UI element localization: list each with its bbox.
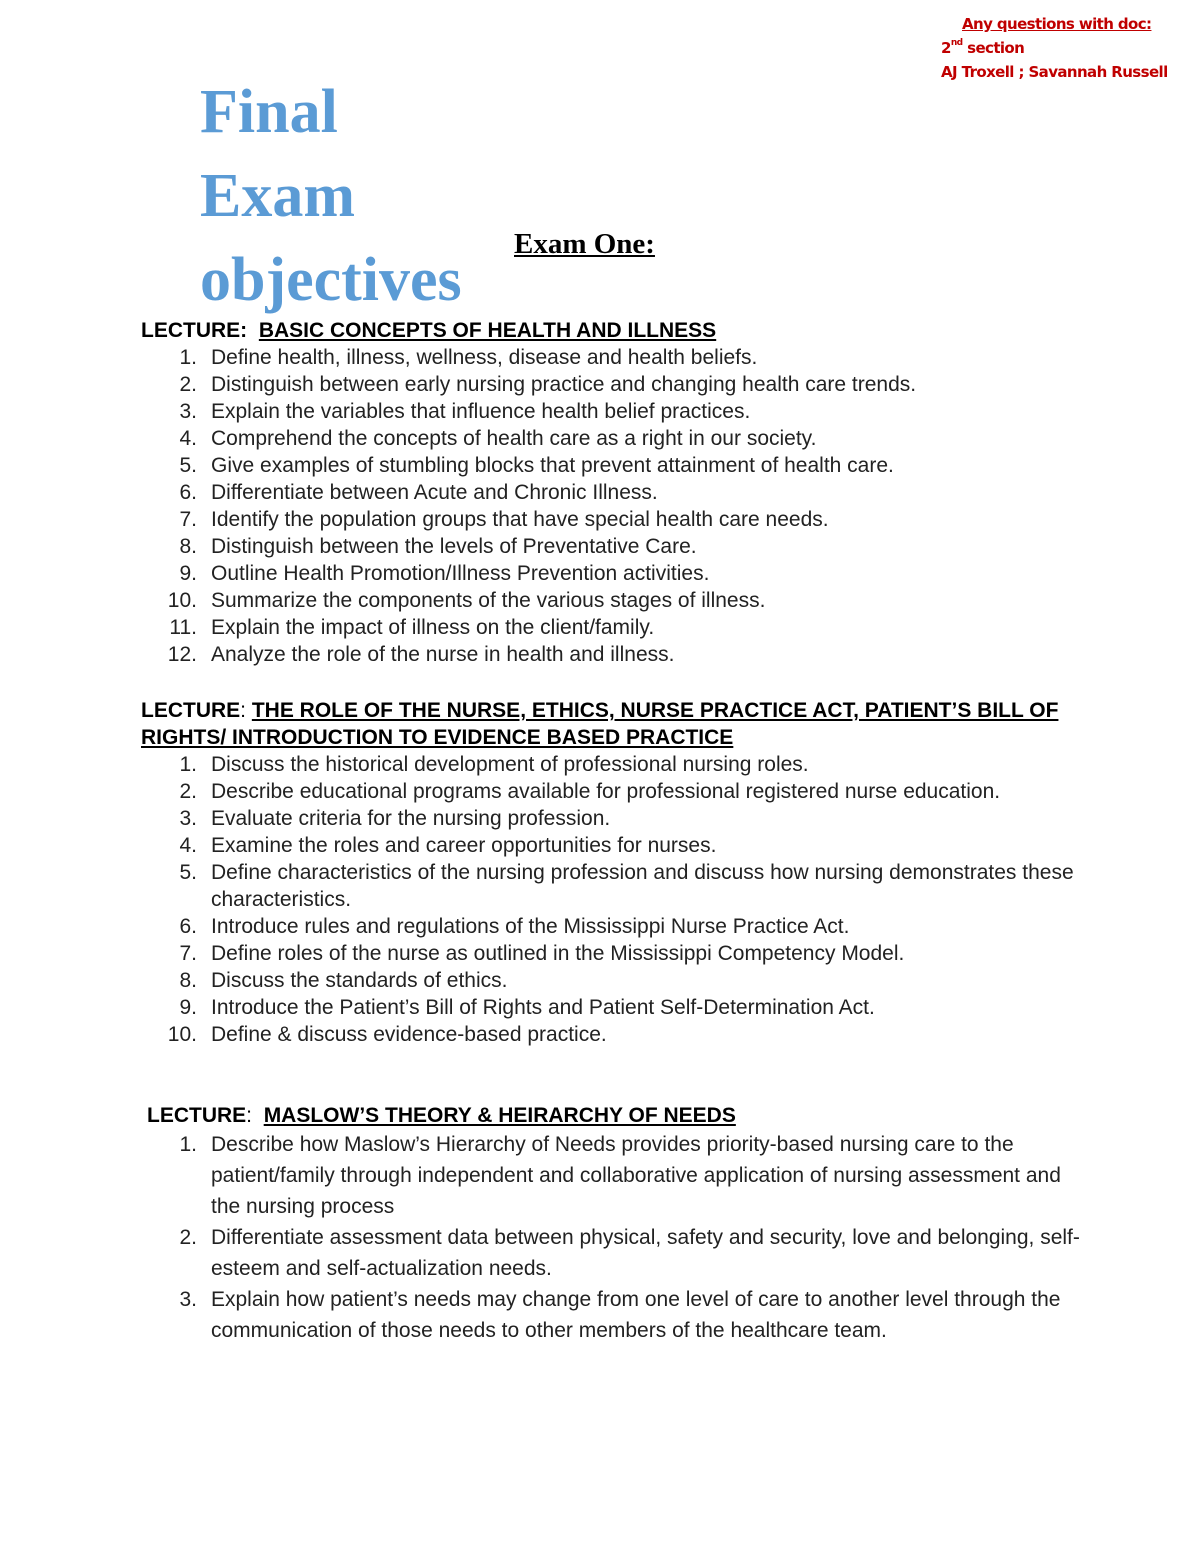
objective-item	[141, 1129, 1087, 1222]
objective-text: Comprehend the concepts of health care as a right in our society.	[211, 427, 817, 450]
objective-text: Describe how Maslow’s Hierarchy of Needs provides priority-based nursing care to the patient/family through independent and collaborative application of nursing assessment and the nursing process	[211, 1133, 1061, 1218]
page-title: Final Exam objectives	[200, 78, 462, 314]
section-ordinal: nd	[950, 38, 963, 48]
objective-item	[141, 641, 1081, 668]
objective-number: 5.	[179, 454, 197, 477]
lecture-heading	[147, 1102, 1087, 1129]
objective-item	[141, 614, 1081, 641]
objective-item	[141, 913, 1081, 940]
objective-number: 10.	[167, 589, 197, 612]
objective-item	[141, 371, 1081, 398]
objective-text: Differentiate assessment data between physical, safety and security, love and belonging, self-esteem and self-actualization needs.	[211, 1226, 1080, 1280]
objective-number: 9.	[179, 562, 197, 585]
objective-text: Give examples of stumbling blocks that prevent attainment of health care.	[211, 454, 894, 477]
objective-item	[141, 859, 1081, 913]
objective-number: 2.	[179, 780, 197, 803]
objective-number: 3.	[179, 807, 197, 830]
contact-note-heading: Any questions with doc:	[962, 15, 1152, 33]
lecture-section-2	[141, 697, 1081, 1048]
objective-item	[141, 940, 1081, 967]
objective-item	[141, 533, 1081, 560]
objective-number: 7.	[179, 508, 197, 531]
lecture-heading	[141, 317, 1081, 344]
objective-item	[141, 398, 1081, 425]
objective-item	[141, 587, 1081, 614]
exam-heading: Exam One:	[514, 228, 655, 260]
contact-note-names: AJ Troxell ; Savannah Russell	[941, 63, 1168, 81]
lecture-heading	[141, 697, 1081, 751]
lecture-section-1	[141, 317, 1081, 668]
objective-text: Outline Health Promotion/Illness Prevention activities.	[211, 562, 710, 585]
objective-item	[141, 1222, 1087, 1284]
objective-item	[141, 560, 1081, 587]
objective-text: Differentiate between Acute and Chronic Illness.	[211, 481, 658, 504]
lecture-label: LECTURE	[147, 1104, 247, 1127]
objectives-list	[141, 751, 1081, 1048]
objectives-list	[141, 1129, 1087, 1346]
objective-item	[141, 479, 1081, 506]
objective-number: 12.	[167, 643, 197, 666]
section-number: 2	[941, 39, 951, 57]
contact-note-section	[941, 36, 1024, 60]
objective-item	[141, 1284, 1087, 1346]
objective-number: 10.	[167, 1023, 197, 1046]
objective-number: 3.	[179, 1288, 197, 1311]
objective-item	[141, 452, 1081, 479]
objective-number: 4.	[179, 427, 197, 450]
objective-text: Examine the roles and career opportunities for nurses.	[211, 834, 717, 857]
lecture-separator	[247, 319, 259, 342]
objective-number: 8.	[179, 969, 197, 992]
objective-text: Summarize the components of the various stages of illness.	[211, 589, 766, 612]
objective-number: 6.	[179, 481, 197, 504]
objective-text: Explain the variables that influence health belief practices.	[211, 400, 751, 423]
objective-number: 3.	[179, 400, 197, 423]
objective-number: 1.	[179, 753, 197, 776]
objective-text: Distinguish between early nursing practice and changing health care trends.	[211, 373, 917, 396]
objective-text: Introduce rules and regulations of the Mississippi Nurse Practice Act.	[211, 915, 850, 938]
lecture-section-3	[147, 1102, 1087, 1346]
objective-item	[141, 805, 1081, 832]
objective-text: Define health, illness, wellness, disease and health beliefs.	[211, 346, 758, 369]
objective-item	[141, 344, 1081, 371]
objective-text: Describe educational programs available for professional registered nurse education.	[211, 780, 1001, 803]
lecture-topic: MASLOW’S THEORY & HEIRARCHY OF NEEDS	[263, 1104, 736, 1127]
objective-text: Explain how patient’s needs may change from one level of care to another level through the communication of those needs to other members of the healthcare team.	[211, 1288, 1061, 1342]
objectives-list	[141, 344, 1081, 668]
objective-number: 2.	[179, 1226, 197, 1249]
objective-text: Explain the impact of illness on the client/family.	[211, 616, 655, 639]
objective-item	[141, 751, 1081, 778]
objective-text: Evaluate criteria for the nursing profession.	[211, 807, 611, 830]
objective-number: 1.	[179, 1133, 197, 1156]
objective-text: Discuss the standards of ethics.	[211, 969, 508, 992]
objective-number: 11.	[169, 616, 197, 639]
objective-number: 4.	[179, 834, 197, 857]
lecture-topic: THE ROLE OF THE NURSE, ETHICS, NURSE PRACTICE ACT, PATIENT’S BILL OF RIGHTS/ INTRODUCTION TO EVIDENCE BASED PRACTICE	[141, 699, 1059, 749]
objective-text: Distinguish between the levels of Preventative Care.	[211, 535, 697, 558]
section-word: section	[962, 39, 1025, 57]
objective-text: Define roles of the nurse as outlined in the Mississippi Competency Model.	[211, 942, 905, 965]
lecture-separator: :	[246, 1104, 264, 1127]
objective-item	[141, 832, 1081, 859]
objective-text: Discuss the historical development of professional nursing roles.	[211, 753, 809, 776]
objective-item	[141, 425, 1081, 452]
objective-number: 8.	[179, 535, 197, 558]
lecture-topic: BASIC CONCEPTS OF HEALTH AND ILLNESS	[258, 319, 717, 342]
objective-number: 9.	[179, 996, 197, 1019]
objective-number: 1.	[179, 346, 197, 369]
lecture-label: LECTURE:	[141, 319, 248, 342]
objective-item	[141, 778, 1081, 805]
objective-number: 6.	[179, 915, 197, 938]
objective-text: Define characteristics of the nursing profession and discuss how nursing demonstrates these characteristics.	[211, 861, 1074, 911]
objective-item	[141, 994, 1081, 1021]
objective-text: Define & discuss evidence-based practice.	[211, 1023, 607, 1046]
lecture-label: LECTURE	[141, 699, 241, 722]
objective-item	[141, 506, 1081, 533]
objective-text: Identify the population groups that have special health care needs.	[211, 508, 829, 531]
objective-number: 7.	[179, 942, 197, 965]
objective-text: Analyze the role of the nurse in health and illness.	[211, 643, 675, 666]
objective-item	[141, 1021, 1081, 1048]
objective-number: 5.	[179, 861, 197, 884]
lecture-separator: :	[240, 699, 252, 722]
objective-number: 2.	[179, 373, 197, 396]
objective-item	[141, 967, 1081, 994]
objective-text: Introduce the Patient’s Bill of Rights and Patient Self-Determination Act.	[211, 996, 875, 1019]
